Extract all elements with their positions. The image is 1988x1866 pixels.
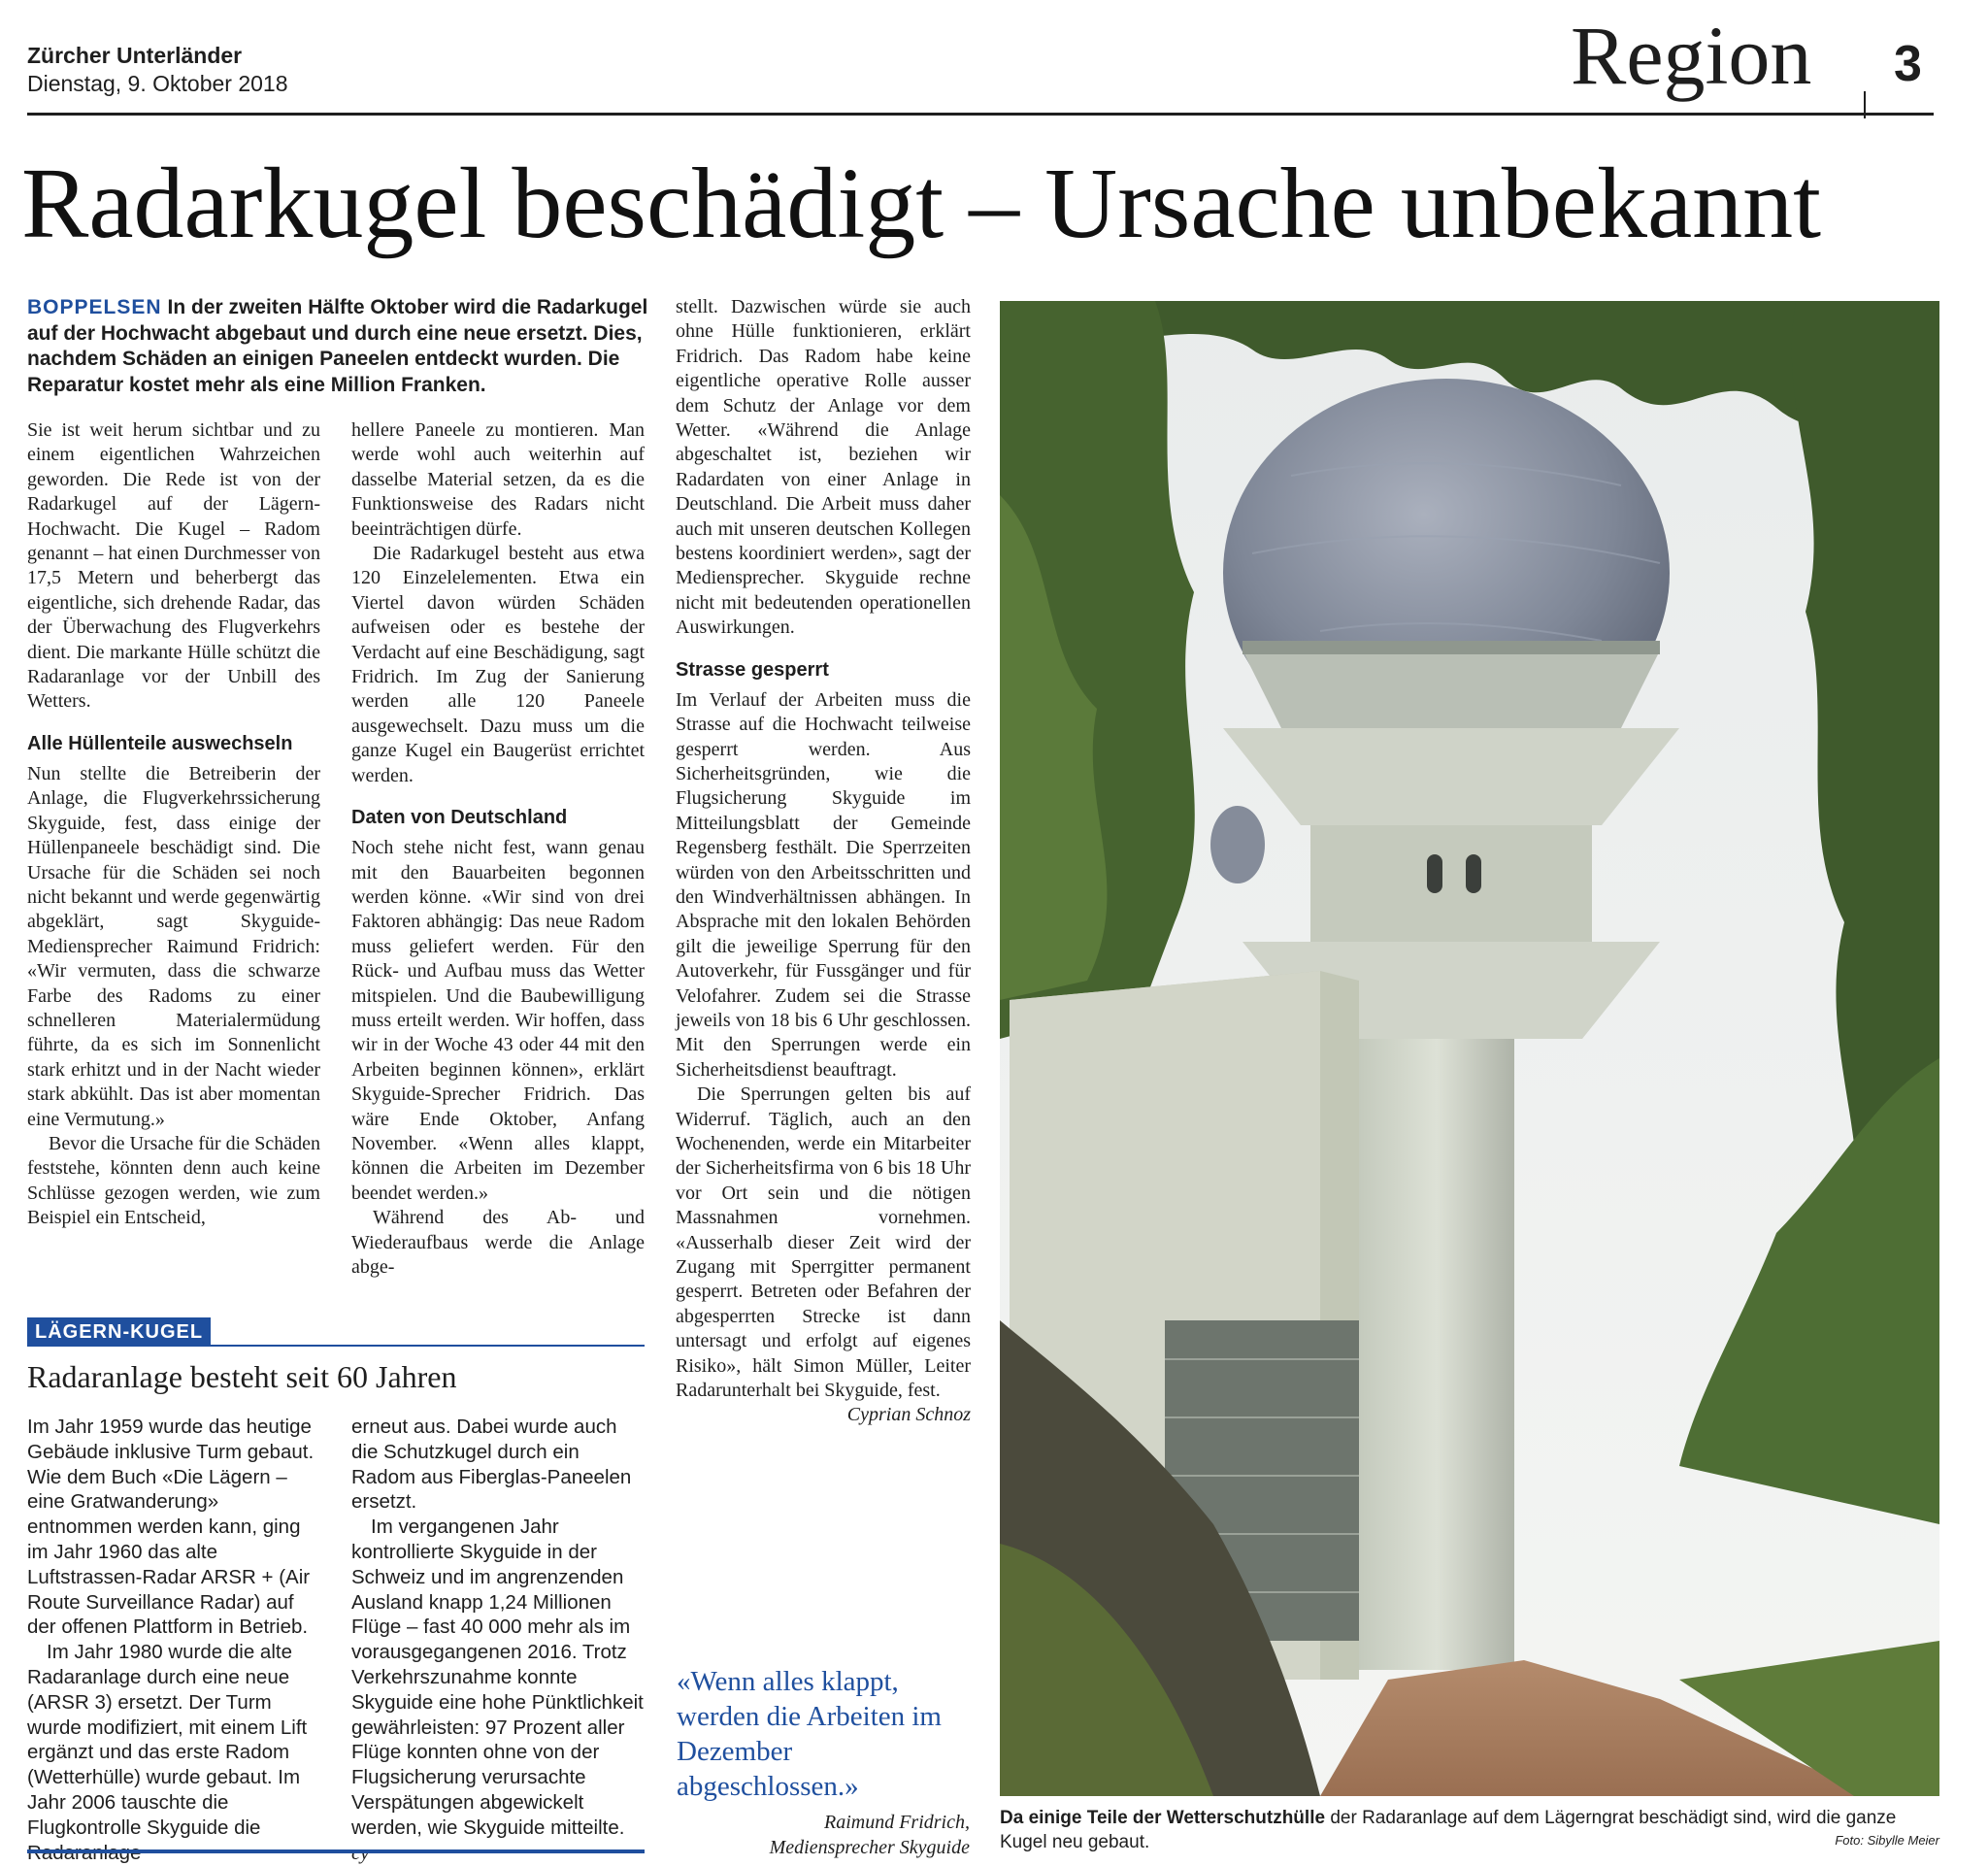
paragraph: Nun stellte die Betreiberin der Anlage, die Flugverkehrssicherung Skyguide, fest, dass einige der Hüllenpaneele beschädigt sind. Die Ursache für die Schäden sei noch nicht bekannt und werde gegenwärtig abgeklärt, sagt Skyguide-Mediensprecher Raimund Fridrich: «Wir vermuten, dass die schwarze Farbe des Radoms zu einer schnelleren Materialermüdung führte, da es sich im Sonnenlicht stark erhitzt und in der Nacht wieder stark abkühlt. Das ist aber momentan eine Vermutung.» [27, 762, 320, 1130]
subheading: Daten von Deutschland [351, 807, 568, 829]
sidebar-column-1 [27, 1415, 318, 1865]
page-number: 3 [1894, 36, 1922, 92]
article-author: Cyprian Schnoz [846, 1404, 971, 1426]
sidebar-label: LÄGERN-KUGEL [27, 1317, 211, 1347]
paragraph: erneut aus. Dabei wurde auch die Schutzkugel durch ein Radom aus Fiberglas-Paneelen ersetzt. [351, 1416, 632, 1514]
article-column-3 [676, 295, 971, 1428]
photo-credit: Foto: Sibylle Meier [1835, 1833, 1939, 1848]
caption-text: der Radaranlage auf dem Lägerngrat beschädigt sind, wird die ganze Kugel neu gebaut. [1000, 1808, 1897, 1852]
pull-quote-attribution [677, 1810, 970, 1860]
article-column-1 [27, 418, 320, 1231]
caption-lead: Da einige Teile der Wetterschutzhülle [1000, 1808, 1326, 1828]
paragraph: Sie ist weit herum sichtbar und zu einem eigentlichen Wahrzeichen geworden. Die Rede ist von der Radarkugel auf der Lägern-Hochwacht. Die Kugel – Radom genannt – hat einen Durchmesser von 17,5 Metern und beherbergt das eigentliche, sich drehende Radar, das der Überwachung des Flugverkehrs dient. Die markante Hülle schützt die Radaranlage vor der Unbill des Wetters. [27, 419, 320, 713]
pull-quote: «Wenn alles klappt, werden die Arbeiten im Dezember abgeschlossen.» [677, 1666, 942, 1802]
paragraph: stellt. Dazwischen würde sie auch ohne Hülle funktionieren, erklärt Fridrich. Das Radom habe keine eigentliche operative Rolle ausser dem Schutz der Anlage vor dem Wetter. «Während die Anlage abgeschaltet ist, beziehen wir Radardaten von einer Anlage in Deutschland. Die Arbeit muss daher auch mit unseren deutschen Kollegen bestens koordiniert werden», sagt der Mediensprecher. Skyguide rechne nicht mit bedeutenden operationellen Auswirkungen. [676, 296, 971, 639]
paragraph [351, 1515, 645, 1866]
subheading: Strasse gesperrt [676, 658, 829, 681]
issue-date: Dienstag, 9. Oktober 2018 [27, 71, 288, 96]
paragraph: Im Jahr 1980 wurde die alte Radaranlage durch eine neue (ARSR 3) ersetzt. Der Turm wurde modifiziert, mit einem Lift ergänzt und das erste Radom (Wetterhülle) wurde gebaut. Im Jahr 2006 tauschte die Flugkontrolle Skyguide die [27, 1641, 308, 1839]
sidebar-rule [27, 1345, 645, 1347]
headline: Radarkugel beschädigt – Ursache unbekannt [21, 148, 1822, 259]
masthead-rule [27, 113, 1934, 116]
sidebar-bottom-rule [27, 1849, 645, 1853]
paragraph: Im Verlauf der Arbeiten muss die Strasse auf die Hochwacht teilweise gesperrt werden. Aus Sicherheitsgründen, wie die Flugsicherung Skyguide im Mitteilungsblatt der Gemeinde Regensberg festhält. Die Sperrzeiten würden von den Arbeitsschritten und den Windverhältnissen abhängen. In Absprache mit den lokalen Behörden gilt die jeweilige Sperrung für den Autoverkehr, für Fussgänger und für Velofahrer. Zudem sei die Strasse jeweils von 18 bis 6 Uhr geschlossen. Mit den Sperrungen werde ein Sicherheitsdienst beauftragt. [676, 688, 971, 1081]
paragraph: hellere Paneele zu montieren. Man werde wohl auch weiterhin auf dasselbe Material setzen, da es die Funktionsweise des Radars nicht beeinträchtigen dürfe. [351, 419, 645, 540]
paragraph: Die Sperrungen gelten bis auf Widerruf. Täglich, auch an den Wochenenden, werde ein Mitarbeiter der Sicherheitsfirma von 6 bis 18 Uhr vor Ort sein und die nötigen Massnahmen vornehmen. «Ausserhalb dieser Zeit wird der Zugang mit Sperrgitter permanent gesperrt. Betreten oder Befahren der abgesperrten Strecke ist dann untersagt und erfolgt auf eigenes Risiko», hält Simon Müller, Leiter Radarunterhalt bei Skyguide, fest. [676, 1083, 971, 1402]
lead-text: In der zweiten Hälfte Oktober wird die Radarkugel auf der Hochwacht abgebaut und durch eine neue ersetzt. Dies, nachdem Schäden an einigen Paneelen entdeckt wurden. Die Reparatur kostet mehr als eine Million Franken. [27, 296, 648, 396]
article-column-2 [351, 418, 645, 1280]
paragraph: Bevor die Ursache für die Schäden feststehe, könnten denn auch keine Schlüsse gezogen werden, wie zum Beispiel ein Entscheid, [27, 1132, 320, 1229]
paragraph: Die Radarkugel besteht aus etwa 120 Einzelelementen. Etwa ein Viertel davon würden Schäden aufweisen oder es bestehe der Verdacht auf eine Beschädigung, sagt Fridrich. Im Zug der Sanierung werden alle 120 Paneele ausgewechselt. Dazu muss um die ganze Kugel ein Baugerüst errichtet werden. [351, 543, 645, 786]
newspaper-name: Zürcher Unterländer [27, 43, 243, 68]
radar-tower-photo [1000, 301, 1939, 1796]
dateline-place: BOPPELSEN [27, 296, 162, 318]
paragraph-text: Im vergangenen Jahr kontrollierte Skyguide in der Schweiz und im angrenzenden Ausland knapp 1,24 Millionen Flüge – fast 40 000 mehr als im vorausgegangenen 2016. Trotz Verkehrszunahme konnte Skyguide eine hohe Pünktlichkeit gewährleisten: 97 Prozent aller Flüge konnten ohne von der Flugsicherung verursachte Verspätungen abgewickelt werden, wie Skyguide mitteilte. [351, 1516, 644, 1839]
lead-paragraph [27, 295, 656, 398]
paragraph: Im Jahr 1959 wurde das heutige Gebäude inklusive Turm gebaut. Wie dem Buch «Die Lägern – eine Gratwanderung» entnommen werden kann, ging im Jahr 1960 das alte Luftstrassen-Radar ARSR + (Air Route Surveillance Radar) auf der offenen Plattform in Betrieb. [27, 1416, 315, 1639]
subheading: Alle Hüllenteile auswechseln [27, 732, 293, 754]
quote-role: Mediensprecher Skyguide [769, 1837, 970, 1858]
paragraph: Noch stehe nicht fest, wann genau mit den Bauarbeiten begonnen werden könne. «Wir sind von drei Faktoren abhängig: Das neue Radom muss geliefert werden. Für den Rück- und Aufbau muss das Wetter mitspielen. Und die Baubewilligung muss erteilt werden. Wir hoffen, dass wir in der Woche 43 oder 44 mit den Arbeiten beginnen können», erklärt Skyguide-Sprecher Fridrich. Das wäre Ende Oktober, Anfang November. «Wenn alles klappt, können die Arbeiten im Dezember beendet werden.» [351, 837, 645, 1204]
quote-name: Raimund Fridrich, [824, 1812, 970, 1833]
sidebar-column-2 [351, 1415, 645, 1866]
section-title: Region [1571, 9, 1812, 102]
sidebar-title: Radaranlage besteht seit 60 Jahren [27, 1359, 457, 1394]
paragraph: Während des Ab- und Wiederaufbaus werde die Anlage abge- [351, 1207, 645, 1278]
